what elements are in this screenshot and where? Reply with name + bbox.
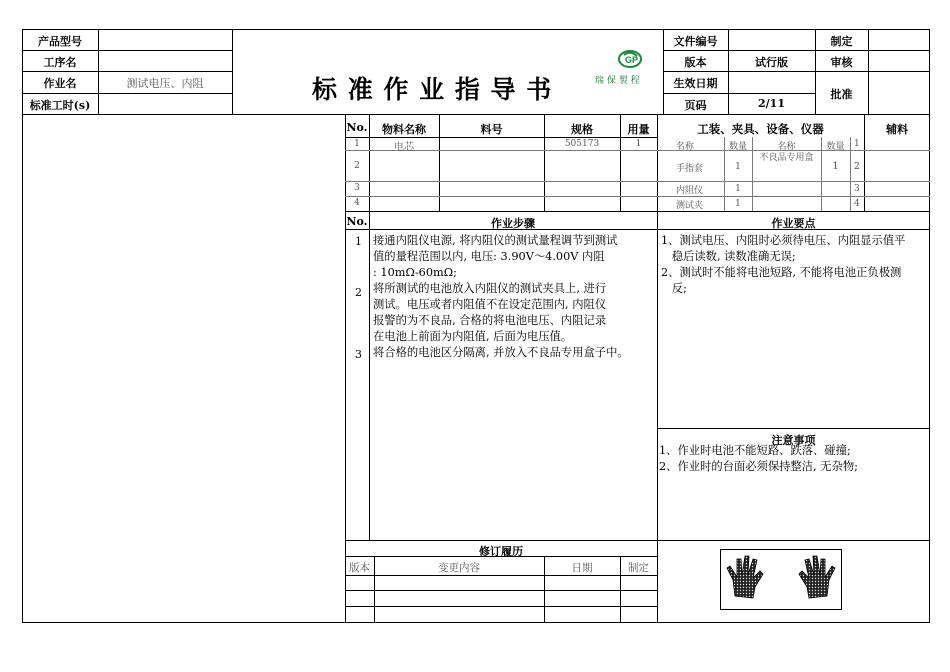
process-name-label: 工序名 <box>43 56 77 69</box>
page-number-label: 页码 <box>684 99 707 112</box>
standard-time-label: 标准工时(s) <box>29 99 91 112</box>
steps-no-header: No. <box>346 215 368 228</box>
document-title: 标 准 作 业 指 导 书 <box>312 75 553 104</box>
revision-title: 修订履历 <box>479 545 523 558</box>
gloves-icon <box>720 549 842 610</box>
prepared-by-label: 制定 <box>830 35 853 48</box>
job-name-label: 作业名 <box>43 77 77 90</box>
tool-name2-header: 名称 <box>777 142 796 152</box>
tool-qty2-header: 数量 <box>826 142 845 152</box>
version-value: 试行版 <box>755 56 788 69</box>
revision-author-header: 制定 <box>628 562 649 574</box>
approved-by-label: 批准 <box>830 88 853 101</box>
material-no-header: No. <box>346 121 368 134</box>
material-spec-header: 规格 <box>571 123 593 136</box>
tools-title: 工装、夹具、设备、仪器 <box>697 122 824 136</box>
page-number-value: 2/11 <box>758 97 785 110</box>
material-code-header: 料号 <box>480 123 503 136</box>
job-name-value: 测试电压、内阻 <box>126 77 204 90</box>
product-model-label: 产品型号 <box>38 35 82 48</box>
company-logo: GP 瑞 保 製 程 <box>590 47 658 87</box>
svg-text:GP: GP <box>625 55 639 65</box>
notes-title: 注意事项 <box>771 434 816 447</box>
revision-version-header: 版本 <box>349 562 370 574</box>
effective-date-label: 生效日期 <box>673 77 718 90</box>
revision-date-header: 日期 <box>571 562 593 574</box>
tool-name-header: 名称 <box>676 142 695 152</box>
material-qty-header: 用量 <box>627 123 650 136</box>
version-label: 版本 <box>684 56 707 69</box>
material-name-header: 物料名称 <box>382 123 426 136</box>
key-points-title: 作业要点 <box>771 217 816 230</box>
tool-qty-header: 数量 <box>728 142 747 152</box>
steps-title: 作业步骤 <box>491 217 535 230</box>
aux-no: 1 <box>854 139 860 149</box>
doc-number-label: 文件编号 <box>673 35 718 48</box>
reviewed-by-label: 审核 <box>830 56 853 69</box>
auxiliary-title: 辅料 <box>886 123 908 136</box>
revision-content-header: 变更内容 <box>438 562 480 574</box>
